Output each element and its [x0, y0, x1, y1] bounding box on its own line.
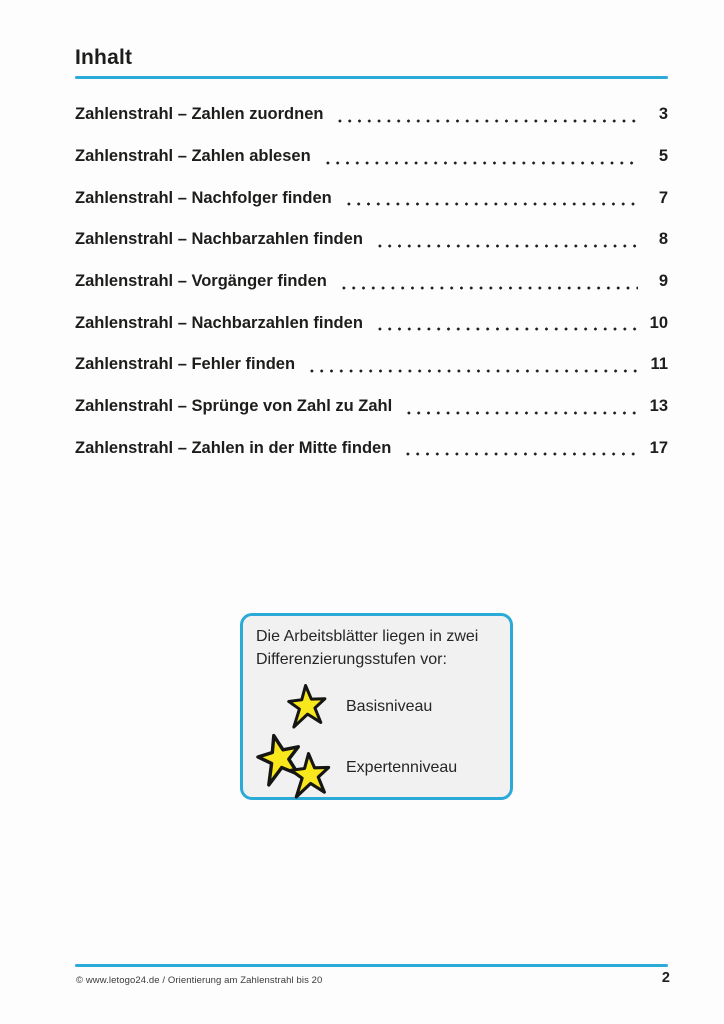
- level-star-group: [256, 739, 346, 796]
- toc-entry-label: Zahlenstrahl – Nachbarzahlen finden: [75, 313, 363, 332]
- toc-dot-leader: [372, 229, 638, 251]
- toc-entry-page-number: 3: [658, 105, 668, 124]
- toc-entry-label: Zahlenstrahl – Zahlen zuordnen: [75, 105, 324, 124]
- level-star-group: [256, 678, 346, 735]
- toc-entry-label: Zahlenstrahl – Zahlen ablesen: [75, 147, 311, 166]
- differentiation-info-box: [240, 613, 513, 800]
- level-row: [256, 739, 500, 796]
- star-icon: [281, 680, 332, 731]
- toc-dot-leader: [336, 271, 638, 293]
- info-box-intro-line1: Die Arbeitsblätter liegen in zwei: [256, 628, 479, 645]
- toc-entry-label: Zahlenstrahl – Vorgänger finden: [75, 272, 327, 291]
- toc-dot-leader: [401, 396, 638, 418]
- toc-list: [75, 94, 668, 469]
- level-label: Expertenniveau: [346, 758, 458, 776]
- toc-entry-page-number: 8: [658, 230, 668, 249]
- toc-dot-leader: [320, 146, 638, 168]
- page-content: [75, 0, 668, 469]
- title-rule: [75, 76, 668, 79]
- toc-entry-page-number: 10: [649, 313, 668, 332]
- footer-copyright: © www.letogo24.de / Orientierung am Zahlenstrahl bis 20: [76, 975, 323, 986]
- toc-entry: [75, 302, 668, 344]
- toc-entry-page-number: 17: [649, 438, 668, 457]
- toc-entry-page-number: 13: [649, 397, 668, 416]
- toc-entry-label: Zahlenstrahl – Sprünge von Zahl zu Zahl: [75, 397, 393, 416]
- level-label: Basisniveau: [346, 697, 433, 715]
- toc-entry-label: Zahlenstrahl – Zahlen in der Mitte finden: [75, 438, 392, 457]
- toc-entry: [75, 219, 668, 261]
- toc-entry-page-number: 11: [650, 355, 668, 374]
- toc-entry-page-number: 5: [658, 147, 668, 166]
- toc-entry: [75, 386, 668, 428]
- footer-page-number: 2: [661, 970, 670, 986]
- level-list: [256, 678, 500, 796]
- toc-dot-leader: [400, 437, 638, 459]
- page-title: Inhalt: [75, 46, 133, 69]
- toc-entry: [75, 177, 668, 219]
- toc-entry-page-number: 7: [658, 188, 668, 207]
- toc-dot-leader: [341, 187, 638, 209]
- star-icon: [283, 748, 336, 801]
- toc-entry: [75, 136, 668, 178]
- toc-entry-label: Zahlenstrahl – Nachfolger finden: [75, 188, 332, 207]
- toc-entry: [75, 261, 668, 303]
- toc-entry-label: Zahlenstrahl – Nachbarzahlen finden: [75, 230, 363, 249]
- toc-entry-label: Zahlenstrahl – Fehler finden: [75, 355, 296, 374]
- toc-entry: [75, 344, 668, 386]
- toc-dot-leader: [304, 354, 638, 376]
- toc-dot-leader: [332, 104, 638, 126]
- toc-entry: [75, 94, 668, 136]
- toc-entry: [75, 428, 668, 470]
- toc-dot-leader: [372, 312, 638, 334]
- footer-rule: [75, 964, 668, 967]
- info-box-intro-line2: Differenzierungsstufen vor:: [256, 650, 447, 668]
- info-box-intro: [256, 626, 500, 671]
- toc-entry-page-number: 9: [658, 272, 668, 291]
